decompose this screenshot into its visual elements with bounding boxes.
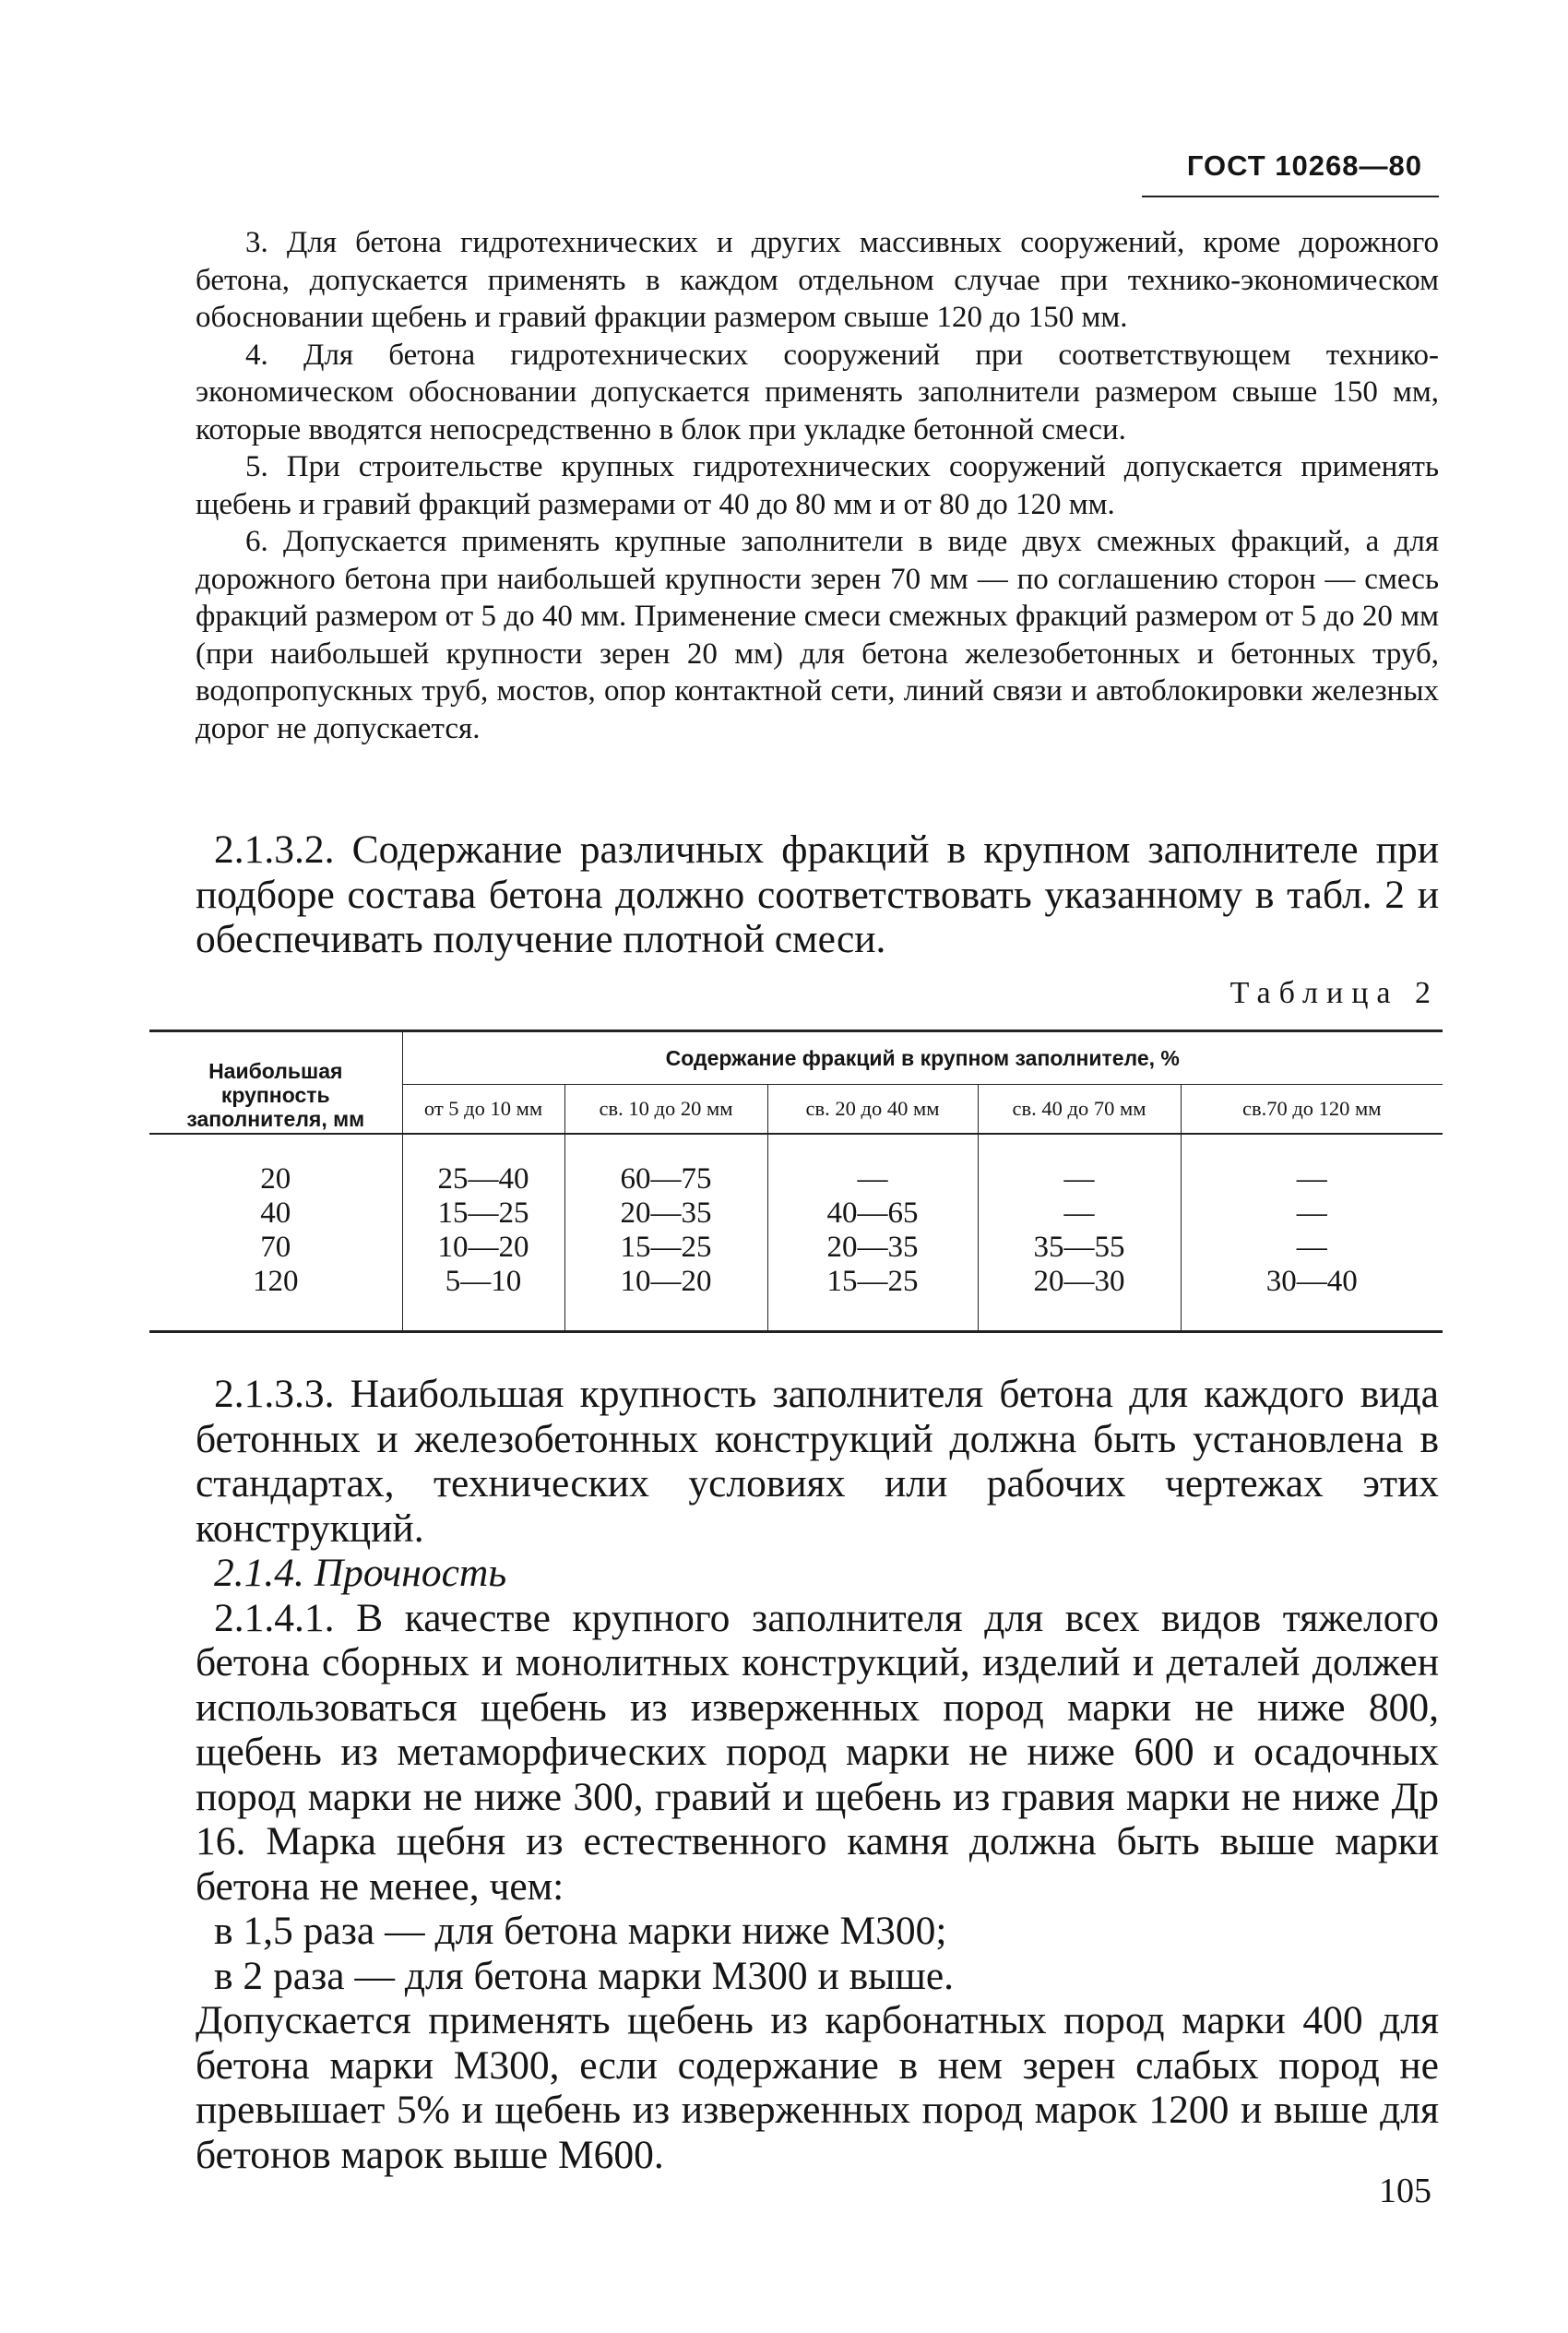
document-code-header: ГОСТ 10268—80	[1186, 149, 1422, 182]
table-row	[149, 1231, 1443, 1265]
size-cell: 40	[260, 1196, 291, 1230]
table-cell: —	[767, 1134, 978, 1196]
size-cell: 70	[260, 1231, 291, 1264]
table-cell: 15—25	[564, 1231, 767, 1265]
column-header: от 5 до 10 мм	[402, 1085, 564, 1135]
list-item: в 2 раза — для бетона марки М300 и выше.	[214, 1953, 955, 1998]
table-cell: 10—20	[564, 1265, 767, 1332]
table-cell: —	[978, 1196, 1181, 1231]
paragraph-2141: 2.1.4.1. В качестве крупного заполнителя для всех видов тяжелого бетона сборных и монолитных конструкций, изделий и деталей должен использоваться щебень из изверженных пород марки не ниже 800, щебень из метаморфических пород марки не ниже 600 и осадочных пород марки не ниже 300, гравий и щебень из гравия марки не ниже Др 16. Марка щебня из естественного камня должна быть выше марки бетона не менее, чем:	[196, 1595, 1439, 1909]
table-cell: 30—40	[1181, 1265, 1443, 1332]
note-6: 6. Допускается применять крупные заполнители в виде двух смежных фракций, а для дорожного бетона при наибольшей крупности зерен 70 мм — по соглашению сторон — смесь фракций размером от 5 до 40 мм. Применение смеси смежных фракций размером от 5 до 20 мм (при наибольшей крупности зерен 20 мм) для бетона железобетонных и бетонных труб, водопропускных труб, мостов, опор контактной сети, линий связи и автоблокировки железных дорог не допускается.	[196, 525, 1439, 745]
table-cell: —	[978, 1134, 1181, 1196]
paragraph-final: Допускается применять щебень из карбонатных пород марки 400 для бетона марки М300, если содержание в нем зерен слабых пород не превышает 5% и щебень из изверженных пород марок 1200 и выше для бетонов марок выше М600.	[196, 1998, 1439, 2177]
section-2133-214	[196, 1372, 1439, 2177]
table-cell: —	[1181, 1231, 1443, 1265]
notes-block	[196, 224, 1439, 747]
page-number: 105	[1379, 2172, 1431, 2210]
table-cell: —	[1181, 1196, 1443, 1231]
column-header: св.70 до 120 мм	[1181, 1085, 1443, 1135]
section-2132	[196, 827, 1439, 962]
list-item: в 1,5 раза — для бетона марки ниже М300;	[214, 1909, 947, 1953]
table-cell: 20—30	[978, 1265, 1181, 1332]
table-row	[149, 1265, 1443, 1332]
table-row	[149, 1134, 1443, 1196]
paragraph-2133: 2.1.3.3. Наибольшая крупность заполнителя бетона для каждого вида бетонных и железобетонных конструкций должна быть установлена в стандартах, технических условиях или рабочих чертежах этих конструкций.	[196, 1372, 1439, 1551]
column-header: св. 10 до 20 мм	[564, 1085, 767, 1135]
table-row	[149, 1196, 1443, 1231]
table-caption: Таблица 2	[1229, 976, 1439, 1010]
heading-214: 2.1.4. Прочность	[214, 1551, 507, 1595]
size-cell: 120	[253, 1265, 299, 1298]
note-4: 4. Для бетона гидротехнических сооружений при соответствующем технико-экономическом обосновании допускается применять заполнители размером свыше 150 мм, которые вводятся непосредственно в блок при укладке бетонной смеси.	[196, 338, 1439, 446]
table-cell: 40—65	[767, 1196, 978, 1231]
column-header: св. 20 до 40 мм	[767, 1085, 978, 1135]
note-5: 5. При строительстве крупных гидротехнических сооружений допускается применять щебень и гравий фракций размерами от 40 до 80 мм и от 80 до 120 мм.	[196, 450, 1439, 521]
row-header: Наибольшая крупность заполнителя, мм	[186, 1058, 365, 1131]
table-cell: 15—25	[402, 1196, 564, 1231]
table-cell: 15—25	[767, 1265, 978, 1332]
table-cell: 60—75	[564, 1134, 767, 1196]
column-header: св. 40 до 70 мм	[978, 1085, 1181, 1135]
table-cell: —	[1181, 1134, 1443, 1196]
table-cell: 20—35	[564, 1196, 767, 1231]
table-cell: 35—55	[978, 1231, 1181, 1265]
fraction-table	[149, 1030, 1443, 1333]
size-cell: 20	[260, 1162, 291, 1196]
table-cell: 10—20	[402, 1231, 564, 1265]
table-cell: 25—40	[402, 1134, 564, 1196]
note-3: 3. Для бетона гидротехнических и других массивных сооружений, кроме дорожного бетона, допускается применять в каждом отдельном случае при технико-экономическом обосновании щебень и гравий фракции размером свыше 120 до 150 мм.	[196, 226, 1439, 334]
table-cell: 20—35	[767, 1231, 978, 1265]
paragraph-2132: 2.1.3.2. Содержание различных фракций в крупном заполнителе при подборе состава бетона должно соответствовать указанному в табл. 2 и обеспечивать получение плотной смеси.	[196, 827, 1439, 961]
header-rule	[1142, 196, 1439, 197]
table-cell: 5—10	[402, 1265, 564, 1332]
group-header: Содержание фракций в крупном заполнителе, %	[402, 1031, 1443, 1085]
